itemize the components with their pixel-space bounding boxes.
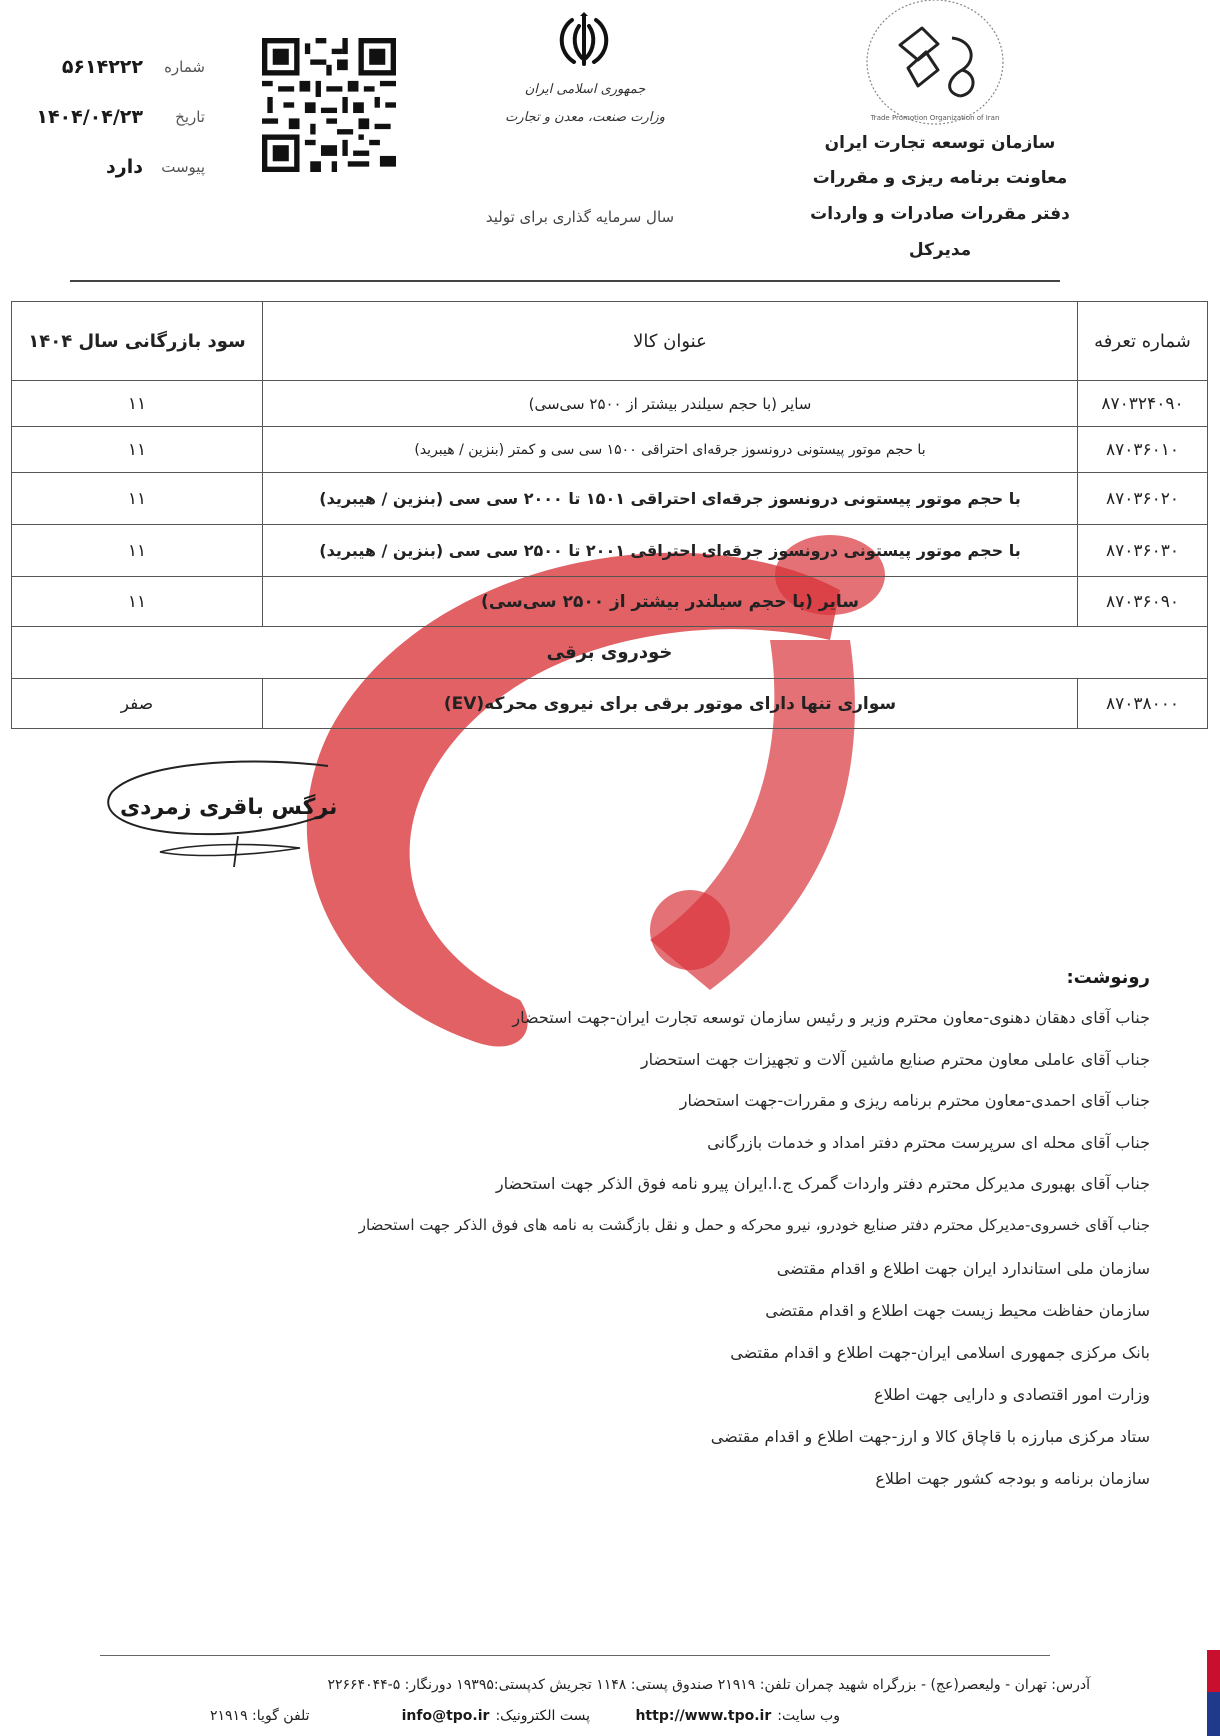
footer-email: پست الکترونیک: info@tpo.ir	[401, 1708, 590, 1724]
table-row	[12, 381, 1208, 427]
goods-title: سایر (با حجم سیلندر بیشتر از ۲۵۰۰ سی‌سی)	[263, 577, 1078, 627]
letter-number: شماره ۵۶۱۴۲۲۲	[61, 56, 205, 78]
tariff-code: ۸۷۰۳۶۰۱۰	[1078, 427, 1208, 473]
org-deputy: معاونت برنامه ریزی و مقررات	[812, 168, 1068, 188]
qr-code	[262, 38, 396, 172]
signatory-name: نرگس باقری زمردی	[120, 795, 338, 820]
cc-recipient: جناب آقای بهبوری مدیرکل محترم دفتر واردات گمرک ج.ا.ایران پیرو نامه فوق الذکر جهت استحضار	[495, 1174, 1150, 1193]
section-title-ev: خودروی برقی	[12, 627, 1208, 679]
cc-recipient: سازمان برنامه و بودجه کشور جهت اطلاع	[875, 1469, 1150, 1488]
footer-phone: تلفن گویا: ۲۱۹۱۹	[210, 1708, 310, 1724]
cc-recipient: جناب آقای احمدی-معاون محترم برنامه ریزی و مقررات-جهت استحضار	[679, 1091, 1150, 1110]
table-header-row	[12, 302, 1208, 381]
header-tariff-code: شماره تعرفه	[1078, 302, 1208, 381]
cc-recipient: وزارت امور اقتصادی و دارایی جهت اطلاع	[873, 1385, 1150, 1404]
cc-recipient: جناب آقای خسروی-مدیرکل محترم دفتر صنایع خودرو، نیرو محرکه و حمل و نقل بازگشت به نامه های فوق الذکر جهت استحضار	[358, 1216, 1150, 1234]
table-row	[12, 577, 1208, 627]
profit-value: صفر	[12, 679, 263, 729]
tariff-table	[11, 301, 1208, 729]
emblem-caption-country: جمهوری اسلامی ایران	[524, 82, 646, 97]
edge-strip-blue	[1207, 1692, 1220, 1736]
footer-divider	[100, 1655, 1050, 1656]
cc-recipient: جناب آقای دهقان دهنوی-معاون محترم وزیر و رئیس سازمان توسعه تجارت ایران-جهت استحضار	[512, 1008, 1150, 1027]
org-director: مدیرکل	[908, 240, 972, 260]
cc-title: رونوشت:	[1066, 967, 1150, 988]
org-office: دفتر مقررات صادرات و واردات	[810, 204, 1070, 224]
table-row	[12, 473, 1208, 525]
table-row	[12, 525, 1208, 577]
cc-recipient: بانک مرکزی جمهوری اسلامی ایران-جهت اطلاع و اقدام مقتضی	[730, 1343, 1150, 1362]
tpo-logo	[860, 0, 1010, 130]
profit-value: ۱۱	[12, 381, 263, 427]
letter-date: تاریخ ۱۴۰۴/۰۴/۲۳	[36, 106, 205, 128]
goods-title: سواری تنها دارای موتور برقی برای نیروی محرکه(EV)	[263, 679, 1078, 729]
footer-website: وب سایت: http://www.tpo.ir	[635, 1708, 840, 1724]
profit-value: ۱۱	[12, 473, 263, 525]
section-row	[12, 627, 1208, 679]
tariff-code: ۸۷۰۳۶۰۳۰	[1078, 525, 1208, 577]
profit-value: ۱۱	[12, 525, 263, 577]
cc-recipient: سازمان حفاظت محیط زیست جهت اطلاع و اقدام مقتضی	[765, 1301, 1150, 1320]
emblem-caption-ministry: وزارت صنعت، معدن و تجارت	[505, 110, 665, 125]
website-link[interactable]: http://www.tpo.ir	[635, 1708, 772, 1724]
footer-address: آدرس: تهران - ولیعصر(عج) - بزرگراه شهید چمران تلفن: ۲۱۹۱۹ صندوق پستی: ۱۱۴۸ تجریش کدپستی:۱۹۳۹۵ دورنگار: ۵-۲۲۶۶۴۰۴۴	[327, 1677, 1090, 1693]
cc-recipient: جناب آقای عاملی معاون محترم صنایع ماشین آلات و تجهیزات جهت استحضار	[640, 1050, 1150, 1069]
goods-title: سایر (با حجم سیلندر بیشتر از ۲۵۰۰ سی‌سی)	[263, 381, 1078, 427]
iran-emblem-icon	[552, 12, 616, 70]
goods-title: با حجم موتور پیستونی درونسوز جرقه‌ای احتراقی ۲۰۰۱ تا ۲۵۰۰ سی سی (بنزین / هیبرید)	[263, 525, 1078, 577]
letter-attachment: پیوست دارد	[106, 156, 205, 178]
tariff-code: ۸۷۰۳۶۰۹۰	[1078, 577, 1208, 627]
profit-value: ۱۱	[12, 577, 263, 627]
header-commercial-profit: سود بازرگانی سال ۱۴۰۴	[12, 302, 263, 381]
cc-recipient: سازمان ملی استاندارد ایران جهت اطلاع و اقدام مقتضی	[776, 1259, 1150, 1278]
cc-recipient: جناب آقای محله ای سرپرست محترم دفتر امداد و خدمات بازرگانی	[707, 1133, 1150, 1152]
org-name: سازمان توسعه تجارت ایران	[824, 133, 1056, 153]
svg-text:Trade Promotion Organization o: Trade Promotion Organization of Iran	[870, 114, 1000, 122]
header-goods-title: عنوان کالا	[263, 302, 1078, 381]
tariff-code: ۸۷۰۳۶۰۲۰	[1078, 473, 1208, 525]
edge-strip-red	[1207, 1650, 1220, 1692]
year-slogan: سال سرمایه گذاری برای تولید	[485, 208, 675, 226]
profit-value: ۱۱	[12, 427, 263, 473]
header-divider	[70, 280, 1060, 282]
cc-recipient: ستاد مرکزی مبارزه با قاچاق کالا و ارز-جهت اطلاع و اقدام مقتضی	[710, 1427, 1150, 1446]
goods-title: با حجم موتور پیستونی درونسوز جرقه‌ای احتراقی ۱۵۰۰ سی سی و کمتر (بنزین / هیبرید)	[263, 427, 1078, 473]
email-link[interactable]: info@tpo.ir	[401, 1708, 490, 1724]
goods-title: با حجم موتور پیستونی درونسوز جرقه‌ای احتراقی ۱۵۰۱ تا ۲۰۰۰ سی سی (بنزین / هیبرید)	[263, 473, 1078, 525]
table-row	[12, 679, 1208, 729]
tariff-code: ۸۷۰۳۲۴۰۹۰	[1078, 381, 1208, 427]
table-row	[12, 427, 1208, 473]
tariff-code: ۸۷۰۳۸۰۰۰	[1078, 679, 1208, 729]
